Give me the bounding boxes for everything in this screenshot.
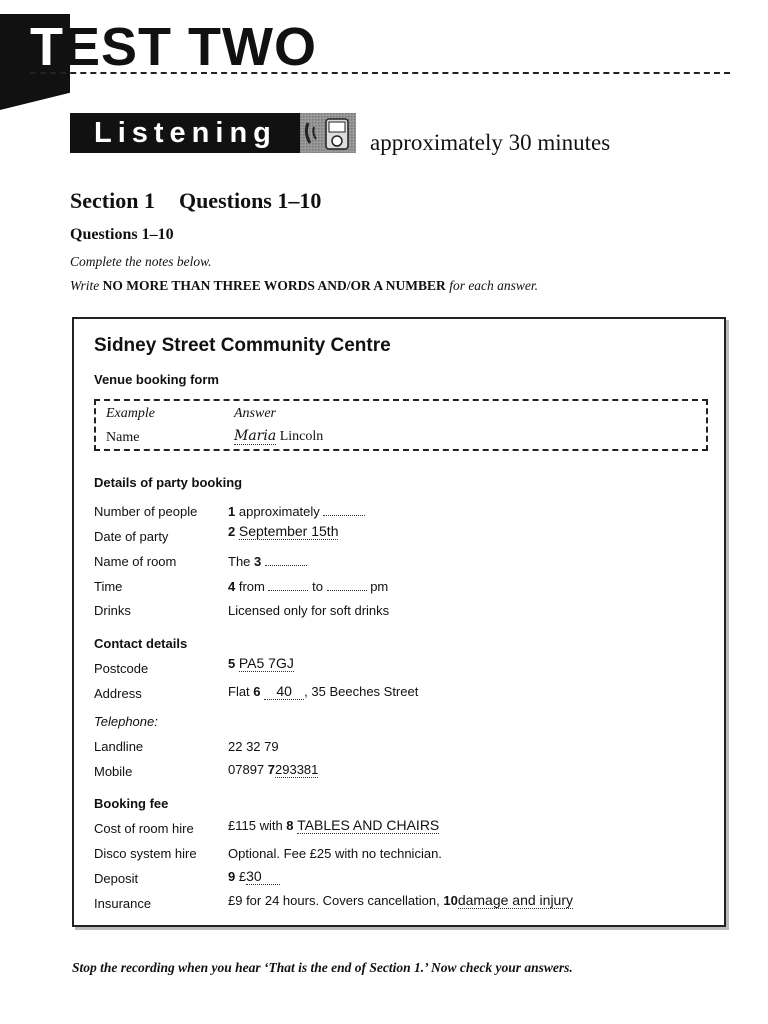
room-hire-label: Cost of room hire — [94, 821, 194, 836]
room-label: Name of room — [94, 554, 177, 569]
audio-player-icon — [300, 113, 356, 153]
mobile-answer: 07897 7293381 — [228, 762, 319, 777]
instruction-complete: Complete the notes below. — [70, 254, 212, 269]
example-handwritten-answer: Maria — [234, 428, 277, 444]
drinks-value: Licensed only for soft drinks — [228, 603, 390, 618]
room-answer: The 3 — [228, 554, 307, 569]
insurance-label: Insurance — [94, 896, 152, 911]
contact-heading: Contact details — [94, 636, 188, 651]
fee-heading: Booking fee — [94, 796, 169, 811]
answer-blank-10[interactable]: damage and injury — [457, 892, 573, 908]
answer-blank-6[interactable]: 40 — [264, 683, 304, 700]
insurance-answer: £9 for 24 hours. Covers cancellation, 10damage and injury — [228, 892, 573, 908]
form-title: Sidney Street Community Centre — [94, 335, 391, 356]
answer-blank-4b[interactable] — [327, 590, 367, 591]
instruction-word-limit: Write NO MORE THAN THREE WORDS AND/OR A NUMBER for each answer. — [70, 278, 539, 293]
mobile-label: Mobile — [94, 764, 133, 779]
time-answer: 4 from to pm — [228, 579, 389, 594]
questions-heading: Questions 1–10 — [70, 226, 174, 243]
answer-blank-8[interactable]: TABLES AND CHAIRS — [297, 817, 440, 833]
room-hire-answer: £115 with 8 TABLES AND CHAIRS — [228, 817, 440, 833]
telephone-heading: Telephone: — [94, 714, 158, 729]
example-label: Example — [106, 406, 155, 421]
answer-blank-9[interactable]: 30 — [246, 868, 280, 885]
title-first-letter: T — [30, 17, 64, 77]
time-label: Time — [94, 579, 123, 594]
listening-banner: Listening — [70, 113, 300, 153]
address-answer: Flat 6 40 , 35 Beeches Street — [228, 683, 419, 699]
answer-blank-3[interactable] — [265, 565, 307, 566]
example-field: Name — [106, 430, 140, 445]
postcode-answer: 5 PA5 7GJ — [228, 655, 294, 671]
disco-label: Disco system hire — [94, 846, 197, 861]
deposit-label: Deposit — [94, 871, 139, 886]
disco-value: Optional. Fee £25 with no technician. — [228, 846, 442, 861]
form-subtitle: Venue booking form — [94, 372, 219, 387]
answer-blank-7[interactable]: 293381 — [275, 762, 319, 777]
title-rest: EST TWO — [64, 17, 317, 77]
example-box — [94, 399, 708, 451]
party-heading: Details of party booking — [94, 475, 243, 490]
date-label: Date of party — [94, 529, 169, 544]
address-label: Address — [94, 686, 142, 701]
landline-value: 22 32 79 — [228, 739, 279, 754]
landline-label: Landline — [94, 739, 144, 754]
date-answer: 2 September 15th — [228, 523, 339, 539]
drinks-label: Drinks — [94, 603, 131, 618]
section-title: Section 1 Questions 1–10 — [70, 188, 322, 213]
postcode-label: Postcode — [94, 661, 149, 676]
test-title — [30, 16, 317, 78]
footer-instruction: Stop the recording when you hear ‘That is the end of Section 1.’ Now check your answers. — [72, 960, 573, 975]
answer-blank-1[interactable] — [323, 515, 365, 516]
answer-blank-4a[interactable] — [268, 590, 308, 591]
answer-label: Answer — [234, 406, 276, 421]
deposit-answer: 9 £30 — [228, 868, 280, 885]
people-label: Number of people — [94, 504, 198, 519]
example-answer: Maria Lincoln — [234, 428, 324, 444]
duration-text: approximately 30 minutes — [370, 130, 611, 155]
answer-blank-2[interactable]: September 15th — [238, 523, 339, 539]
booking-form — [72, 317, 726, 927]
people-answer: 1 approximately — [228, 504, 365, 519]
answer-blank-5[interactable]: PA5 7GJ — [238, 655, 294, 671]
header-dashed-line — [30, 72, 730, 74]
